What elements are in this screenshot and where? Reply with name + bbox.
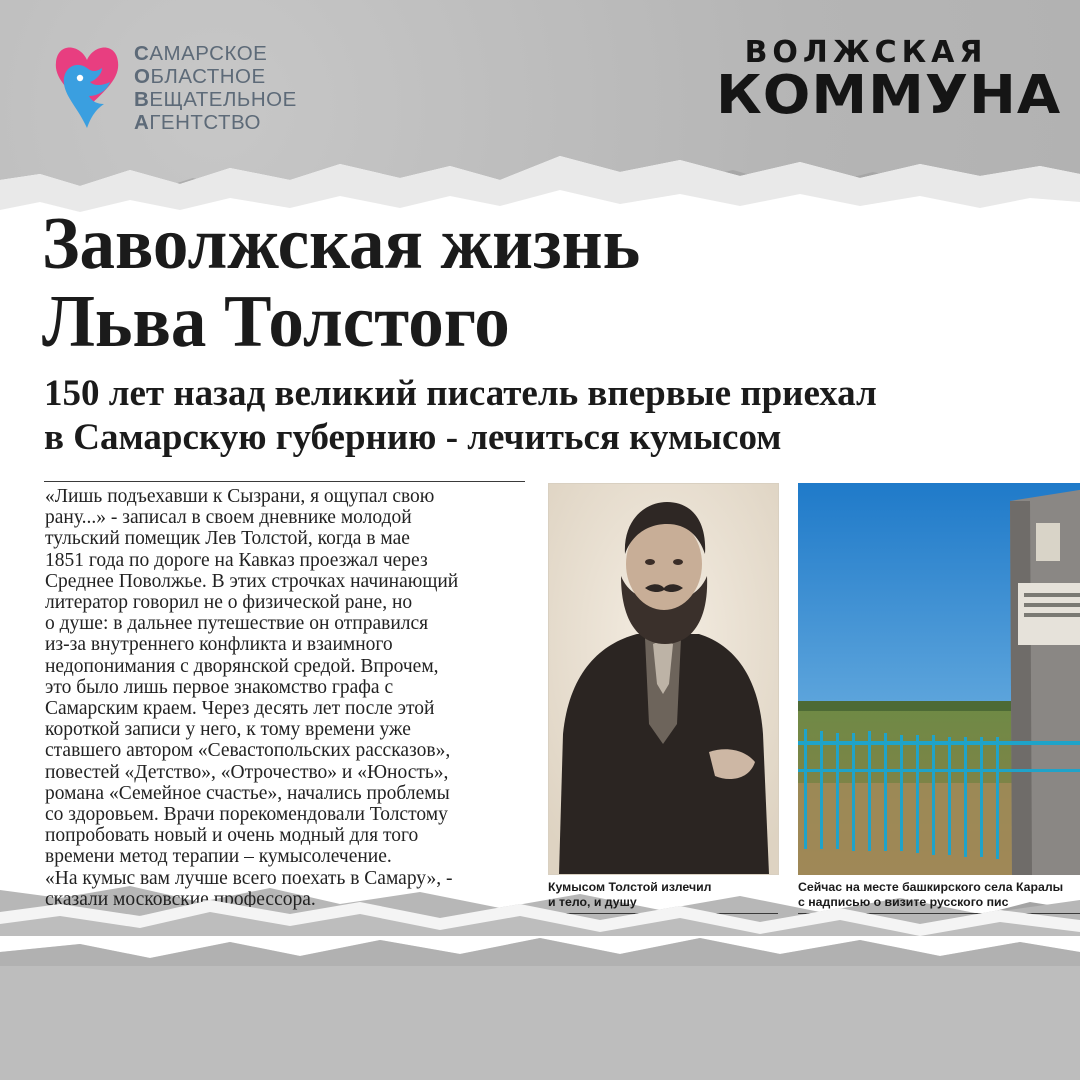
- article-line: литератор говорил не о физической ране, но: [45, 592, 413, 614]
- article-line: недопонимания с дворянской средой. Впрочем,: [45, 655, 439, 677]
- article-line: ставшего автором «Севастопольских рассказов»,: [45, 740, 451, 762]
- article-line: романа «Семейное счастье», начались проблемы: [45, 782, 450, 804]
- article-line: короткой записи у него, к тому времени уже: [45, 719, 411, 741]
- article-line: сказали московские профессора.: [45, 888, 316, 910]
- article-line: времени метод терапии – кумысолечение.: [45, 846, 392, 868]
- article-line: повестей «Детство», «Отрочество» и «Юность»,: [45, 761, 449, 783]
- monument-landscape-photo: [798, 483, 1080, 875]
- article-line: «Лишь подъехавши к Сызрани, я ощупал свою: [45, 486, 435, 507]
- article-line: из-за внутреннего конфликта и взаимного: [45, 634, 393, 656]
- article-line: «На кумыс вам лучше всего поехать в Самару», -: [45, 867, 453, 889]
- article-line: тульский помещик Лев Толстой, когда в мае: [45, 528, 410, 550]
- subheadline-line-1: 150 лет назад великий писатель впервые приехал: [44, 373, 877, 414]
- headline-line-2: Льва Толстого: [42, 281, 510, 363]
- agency-name: [134, 42, 297, 134]
- agency-logo: [52, 38, 322, 138]
- headline-line-1: Заволжская жизнь: [42, 203, 641, 285]
- agency-line-2: ОБЛАСТНОЕ: [134, 65, 266, 88]
- newspaper-logo-top: ВОЛЖСКАЯ: [744, 35, 988, 70]
- article-line: Самарским краем. Через десять лет после этой: [45, 698, 435, 720]
- article-line: Среднее Поволжье. В этих строчках начинающий: [45, 570, 459, 592]
- photo1-caption-line-1: Кумысом Толстой излечил: [548, 880, 712, 894]
- article-body: [45, 486, 520, 910]
- article-headline: [42, 205, 640, 361]
- agency-line-1: САМАРСКОЕ: [134, 42, 268, 65]
- newspaper-logo: [716, 35, 1062, 136]
- agency-line-3: ВЕЩАТЕЛЬНОЕ: [134, 88, 297, 111]
- subheadline-line-2: в Самарскую губернию - лечиться кумысом: [44, 417, 782, 458]
- article-line: 1851 года по дороге на Кавказ проезжал через: [45, 549, 428, 571]
- photo2-caption-line-2: с надписью о визите русского пис: [798, 895, 1009, 909]
- agency-line-4: АГЕНТСТВО: [134, 111, 261, 134]
- photo2-caption-line-1: Сейчас на месте башкирского села Каралы: [798, 880, 1064, 894]
- portrait-illustration: [549, 484, 778, 874]
- article-line: рану...» - записал в своем дневнике молодой: [45, 507, 412, 529]
- heart-dove-logo-icon: [52, 38, 122, 132]
- article-line: о душе: в дальнее путешествие он отправился: [45, 613, 429, 635]
- article-line: со здоровьем. Врачи порекомендовали Толстому: [45, 804, 448, 826]
- article-line: попробовать новый и очень модный для того: [45, 825, 419, 847]
- monument-illustration: [798, 483, 1080, 875]
- article-line: это было лишь первое знакомство графа с: [45, 676, 394, 698]
- tolstoy-portrait-photo: [548, 483, 779, 875]
- newspaper-logo-bottom: КОММУНА: [716, 64, 1062, 127]
- column-rule-top: [44, 481, 525, 482]
- photo1-caption-line-2: и тело, и душу: [548, 895, 637, 909]
- bottom-torn-overlay: [0, 896, 1080, 1080]
- article-subheadline: [44, 372, 877, 460]
